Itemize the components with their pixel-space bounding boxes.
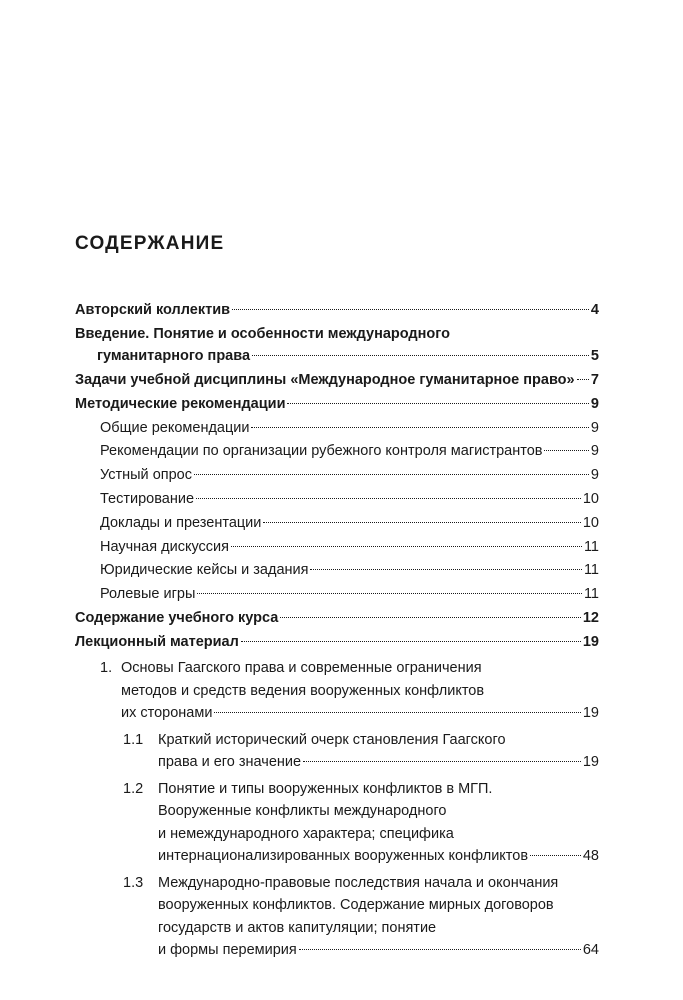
toc-entry-text-line: и формы перемирия — [158, 942, 297, 959]
dot-leader — [232, 309, 589, 310]
toc-entry-text-line: Основы Гаагского права и современные ограничения — [121, 660, 482, 677]
toc-entry-section-1-1[interactable] — [75, 729, 599, 774]
toc-entry-method-item[interactable] — [75, 440, 599, 463]
toc-entry-text: Авторский коллектив — [75, 302, 231, 318]
dot-leader — [544, 450, 588, 451]
toc-entry-text-line: и немеждународного характера; специфика — [158, 825, 454, 842]
page-number: 11 — [583, 586, 599, 603]
toc-entry-method-item[interactable] — [75, 464, 599, 487]
toc-entry-text: Научная дискуссия — [100, 538, 229, 555]
toc-entry-authors[interactable] — [75, 299, 599, 322]
page-number: 9 — [590, 419, 599, 436]
toc-entry-text: Устный опрос — [100, 467, 192, 484]
page-number: 19 — [582, 705, 599, 722]
toc-entry-lectures[interactable] — [75, 631, 599, 654]
page-number: 12 — [582, 610, 599, 627]
toc-entry-text: Задачи учебной дисциплины «Международное гуманитарное право» — [75, 372, 575, 389]
toc-entry-text: Ролевые игры — [100, 586, 196, 603]
toc-entry-text: Доклады и презентации — [100, 514, 262, 531]
dot-leader — [241, 641, 581, 642]
dot-leader — [197, 593, 582, 594]
chapter-number: 1. — [100, 660, 113, 677]
dot-leader — [299, 949, 581, 950]
dot-leader — [530, 855, 581, 856]
toc-entry-method-item[interactable] — [75, 536, 599, 559]
dot-leader — [196, 498, 581, 499]
toc-entry-text-line: вооруженных конфликтов. Содержание мирных договоров — [158, 897, 554, 914]
toc-entry-method-item[interactable] — [75, 559, 599, 582]
toc-entry-text-line: Международно-правовые последствия начала и окончания — [158, 874, 559, 891]
toc-entry-method-item[interactable] — [75, 583, 599, 606]
dot-leader — [231, 546, 582, 547]
page-number: 7 — [590, 372, 599, 389]
page-number: 19 — [582, 754, 599, 771]
toc-entry-text-line: Понятие и типы вооруженных конфликтов в МГП. — [158, 780, 493, 797]
toc-entry-chapter-1[interactable] — [75, 657, 599, 725]
toc-entry-method-item[interactable] — [75, 488, 599, 511]
toc-entry-section-1-2[interactable] — [75, 778, 599, 868]
page-number: 9 — [590, 395, 599, 412]
toc-entry-text: Общие рекомендации — [100, 419, 250, 436]
page-number: 11 — [583, 538, 599, 555]
toc-entry-text: Юридические кейсы и задания — [100, 562, 309, 579]
page-number: 9 — [590, 443, 599, 460]
page-title: СОДЕРЖАНИЕ — [75, 233, 225, 254]
page-number: 9 — [590, 467, 599, 484]
dot-leader — [280, 617, 581, 618]
dot-leader — [263, 522, 580, 523]
toc-entry-text-line: интернационализированных вооруженных конфликтов — [158, 848, 529, 865]
page-number: 10 — [582, 491, 599, 508]
toc-entry-text-line: Краткий исторический очерк становления Гаагского — [158, 731, 506, 748]
toc-entry-text: Рекомендации по организации рубежного контроля магистрантов — [100, 443, 543, 460]
toc-entry-text-line: методов и средств ведения вооруженных конфликтов — [121, 682, 485, 699]
dot-leader — [252, 355, 589, 356]
toc-entry-text: Содержание учебного курса — [75, 610, 279, 627]
toc-entry-text-line: Вооруженные конфликты международного — [158, 803, 447, 820]
dot-leader — [303, 761, 581, 762]
dot-leader — [577, 379, 589, 380]
page-number: 19 — [582, 633, 599, 650]
dot-leader — [194, 474, 589, 475]
section-number: 1.1 — [123, 731, 144, 748]
toc-entry-text-line: Введение. Понятие и особенности международного — [75, 325, 450, 342]
toc-entry-intro[interactable] — [75, 323, 599, 368]
dot-leader — [310, 569, 581, 570]
page-number: 10 — [582, 514, 599, 531]
section-number: 1.3 — [123, 874, 144, 891]
toc-entry-methods[interactable] — [75, 393, 599, 416]
toc-entry-section-1-3[interactable] — [75, 872, 599, 962]
page-number: 4 — [590, 302, 599, 318]
page-number: 48 — [582, 848, 599, 865]
dot-leader — [251, 427, 588, 428]
toc-entry-text: Тестирование — [100, 491, 195, 508]
toc-entry-tasks[interactable] — [75, 369, 599, 392]
toc-entry-method-item[interactable] — [75, 417, 599, 440]
toc-entry-text: Методические рекомендации — [75, 395, 286, 412]
toc-entry-course[interactable] — [75, 607, 599, 630]
toc-entry-text: Лекционный материал — [75, 633, 239, 650]
section-number: 1.2 — [123, 780, 144, 797]
toc-entry-text-line: гуманитарного права — [97, 348, 251, 365]
table-of-contents — [75, 299, 599, 962]
toc-entry-text-line: государств и актов капитуляции; понятие — [158, 919, 437, 936]
dot-leader — [214, 712, 580, 713]
toc-entry-text-line: права и его значение — [158, 754, 302, 771]
toc-entry-text-line: их сторонами — [121, 705, 213, 722]
page-number: 5 — [590, 348, 599, 365]
toc-entry-method-item[interactable] — [75, 512, 599, 535]
page-number: 64 — [582, 942, 599, 959]
dot-leader — [287, 403, 588, 404]
page-number: 11 — [583, 562, 599, 579]
